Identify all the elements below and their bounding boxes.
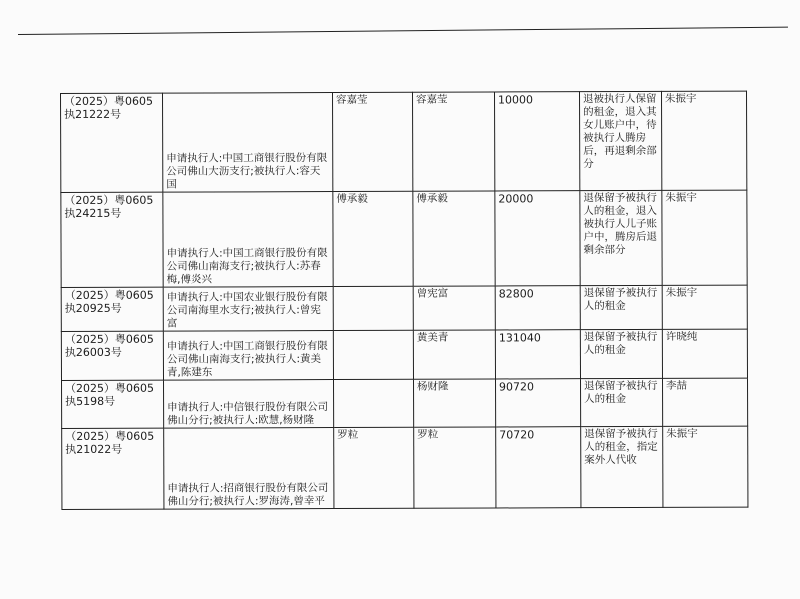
- case-number: （2025）粤0605执21022号: [62, 428, 164, 509]
- amount: 10000: [494, 92, 579, 191]
- handler: 朱振宇: [662, 190, 747, 285]
- account-holder: 曾宪富: [413, 286, 495, 330]
- amount: 131040: [495, 330, 580, 379]
- case-number: （2025）粤0605执24215号: [61, 192, 163, 287]
- paper-edge-line: [18, 27, 788, 35]
- table-row: [61, 190, 747, 287]
- account-holder: 黄美青: [413, 330, 495, 379]
- remark: 退保留予被执行人的租金: [580, 329, 662, 378]
- amount: 90720: [496, 379, 581, 427]
- remark: 退保留予被执行人的租金: [580, 285, 662, 329]
- case-parties: 申请执行人:中国农业银行股份有限公司南海里水支行;被执行人:曾宪富: [163, 287, 333, 332]
- case-parties: 申请执行人:中国工商银行股份有限公司佛山南海支行;被执行人:黄美青,陈建东: [163, 331, 333, 381]
- payee-name: 容嘉莹: [333, 92, 413, 191]
- table-row: [61, 329, 747, 380]
- account-holder: 容嘉莹: [412, 92, 494, 191]
- case-parties: 申请执行人:招商银行股份有限公司佛山分行;被执行人:罗海涛,曾幸平: [164, 428, 334, 510]
- case-number: （2025）粤0605执26003号: [61, 331, 163, 380]
- table-row: [61, 91, 747, 192]
- case-number: （2025）粤0605执20925号: [61, 287, 163, 331]
- payee-name: 罗粒: [334, 427, 414, 508]
- table-row: [62, 378, 748, 428]
- table-row: [61, 285, 747, 331]
- remark: 退保留予被执行人的租金，指定案外人代收: [581, 426, 663, 507]
- case-parties: 申请执行人:中信银行股份有限公司佛山分行;被执行人:欧慧,杨财隆: [164, 380, 334, 429]
- remark: 退保留予被执行人的租金: [581, 378, 663, 426]
- remark: 退保留予被执行人的租金，退入被执行人儿子账户中，腾房后退剩余部分: [580, 190, 662, 285]
- handler: 朱振宇: [661, 91, 746, 190]
- case-number: （2025）粤0605执21222号: [61, 93, 163, 192]
- payee-name: [333, 330, 413, 379]
- handler: 许晓纯: [662, 329, 747, 378]
- payee-name: 傅承毅: [333, 191, 413, 286]
- table-row: [62, 426, 748, 509]
- case-parties: 申请执行人:中国工商银行股份有限公司佛山大沥支行;被执行人:容天国: [163, 93, 333, 193]
- account-holder: 罗粒: [414, 427, 496, 508]
- handler: 朱振宇: [663, 426, 748, 507]
- case-number: （2025）粤0605执5198号: [62, 380, 164, 428]
- amount: 20000: [495, 191, 580, 286]
- payee-name: [333, 286, 413, 330]
- payee-name: [334, 379, 414, 427]
- case-parties: 申请执行人:中国工商银行股份有限公司佛山南海支行;被执行人:苏春梅,傅炎兴: [163, 192, 333, 288]
- remark: 退被执行人保留的租金，退入其女儿账户中，待被执行人腾房后，再退剩余部分: [579, 91, 661, 190]
- amount: 70720: [496, 427, 581, 508]
- amount: 82800: [495, 286, 580, 330]
- account-holder: 杨财隆: [414, 379, 496, 427]
- handler: 李喆: [662, 378, 747, 426]
- account-holder: 傅承毅: [413, 191, 495, 286]
- case-table: [60, 91, 748, 510]
- handler: 朱振宇: [662, 285, 747, 329]
